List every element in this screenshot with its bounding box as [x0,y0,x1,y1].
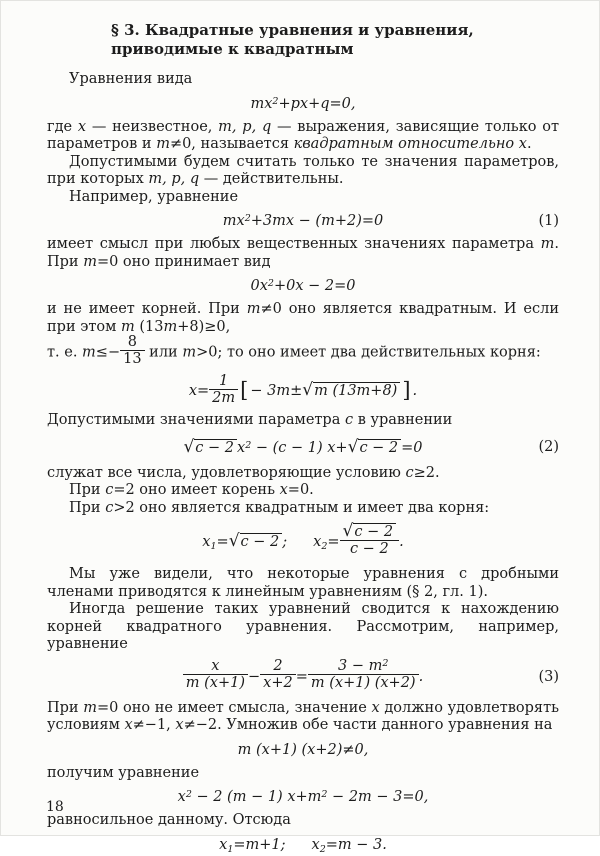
math-var: m [82,344,96,361]
math-var: m [156,136,170,152]
fraction-numerator: 8 [127,334,137,350]
math-var: c [105,482,114,498]
text-run: =0 оно не имеет смысла, значение [96,699,372,716]
paragraph-obtain [47,765,559,783]
paragraph-sometimes [47,601,559,654]
radical-sign: √ [228,531,240,551]
math-var: m [182,344,197,361]
paragraph-allowed-c [47,412,559,430]
math-var: x [311,836,320,853]
math-var: c [344,412,354,428]
text-run: Иногда решение таких уравнений сводится к нахождению корней квадратного уравнения. Рассмотрим, например, уравнение [47,601,559,652]
radicand: m (13m+8) [313,382,400,399]
text-run: — действительны. [199,171,344,187]
formula-zero-case [47,275,559,297]
math-term: . [412,383,418,399]
formula-general-roots [47,373,559,408]
fraction [308,658,419,691]
exponent: 2 [321,789,328,800]
math-var: c [105,499,114,516]
radical-sign: √ [183,436,195,457]
page-number: 18 [46,799,64,815]
fraction-denominator: m (x+1) (x+2) [308,674,419,691]
math-var: c [405,464,414,481]
math-term: − (c − 1) x+ [251,439,348,456]
equation-number: (2) [538,439,559,455]
display-equation-2 [47,434,559,461]
paragraph-allowed [47,154,559,189]
math-term: − 2m − 3=0, [327,789,429,805]
formula-quadratic [47,786,559,808]
text-run: получим уравнение [47,764,200,781]
paragraph-at-c-gt2 [47,500,559,518]
text-run: ≠−2. Умножив обе части данного уравнения на [183,717,553,733]
paragraph-example [47,189,559,207]
paragraph-intro [47,71,559,89]
fraction-denominator: 13 [120,350,144,367]
math-var: x [175,717,184,733]
emphasized-term: квадратным относительно x [293,136,527,152]
math-var: m [83,253,97,270]
fraction-denominator: c − 2 [340,540,400,557]
exponent: 2 [245,439,252,451]
equation-number: (3) [538,668,559,685]
fraction [209,373,238,406]
text-run: ≠0, называется [169,136,294,152]
math-var: x [371,699,380,716]
text-run: Например, уравнение [69,188,239,205]
radical-sign: √ [347,436,359,457]
math-var: m [540,236,555,252]
math-var: m [246,301,261,317]
text-run: >0; то оно имеет два действительных корня: [196,344,541,361]
text-run: в уравнении [353,412,453,428]
text-run: или [144,344,183,361]
fraction-numerator [308,658,419,674]
radicand: c − 2 [358,439,401,456]
radical-sign: √ [342,521,354,541]
math-var: m, p, q [148,171,200,187]
text-run: Мы уже видели, что некоторые уравнения с дробными членами приводятся к линейным уравнениям (§ 2, гл. 1). [47,566,559,600]
math-term: mx [250,95,273,112]
text-run: и не имеет корней. При [47,301,247,317]
paragraph-seen [47,566,559,601]
math-var: m, p, q [218,118,272,135]
exponent: 2 [267,278,274,289]
square-root [302,380,400,400]
math-var: m [163,318,178,335]
radicand: c − 2 [353,523,396,540]
right-bracket: ] [402,378,411,402]
text-run: ≤− [95,344,121,361]
text-run: Допустимыми будем считать только те значения параметров, при которых [47,153,559,187]
fraction [260,658,296,691]
fraction-numerator [340,523,400,540]
text-run: — выражения, зависящие только от параметров и [47,118,560,152]
fraction-numerator: x [211,658,220,674]
section-heading-line1: § 3. Квадратные уравнения и уравнения, [111,21,474,39]
paragraph-noroots [47,301,559,336]
text-run: ≥2. [413,464,440,481]
math-term: x [177,789,186,805]
text-run: Уравнения вида [69,71,193,87]
formula-final-roots [47,834,559,856]
text-run: — неизвестное, [86,118,219,135]
radicand: c − 2 [240,533,283,550]
text-run: >2 оно является квадратным и имеет два корня: [113,499,490,516]
text-run: Допустимыми значениями параметра [47,412,345,428]
math-var: x [124,717,133,733]
math-term: 0x [250,278,268,294]
display-equation-3 [47,658,559,696]
section-heading [111,21,559,59]
left-bracket: [ [240,378,249,402]
fraction [120,334,144,367]
math-var: m [83,699,97,716]
math-term: =0 [401,439,423,456]
math-term: =m − 3. [325,836,387,853]
formula-eq2-roots [47,521,559,562]
math-var: x [313,534,322,550]
paragraph-where [47,119,559,154]
fraction-denominator: m (x+1) [183,674,248,691]
paragraph-inline-fraction [47,336,559,369]
text-run: =2 оно имеет корень [113,482,280,498]
math-term: . [399,534,404,550]
math-term: − 3m± [250,383,303,399]
subscript: 1 [227,843,234,855]
square-root [183,436,237,457]
math-term: = [216,534,229,550]
math-term: +px+q=0, [278,95,356,112]
text-run: =0 оно принимает вид [96,253,271,270]
square-root [342,521,397,541]
text-run: ≠0 оно является квадратным. И если при этом [47,301,559,335]
display-equation-1 [47,210,559,232]
subscript: 1 [210,541,217,552]
paragraph-at-c2 [47,482,559,500]
math-var: x [279,482,288,498]
text-run: равносильное данному. Отсюда [47,812,291,828]
math-var: x [237,439,246,456]
math-term: ; [282,534,288,550]
section-heading-line2: приводимые к квадратным [111,40,354,58]
math-var: m [120,318,135,335]
radicand: c − 2 [194,439,237,456]
paragraph-equivalent [47,812,559,830]
text-run: должно удовлетворять условиям [47,699,559,733]
math-term: . [418,668,424,685]
math-term: +0x − 2=0 [273,278,356,294]
text-run: =0. [287,482,314,498]
text-run: т. е. [47,344,83,361]
fraction-denominator: 2m [209,389,238,406]
exponent: 2 [382,658,389,669]
fraction [183,658,248,691]
text-run: При [69,499,106,516]
math-operator: = [295,668,308,685]
text-run: При [47,699,84,716]
math-term: mx [222,213,245,229]
text-run: имеет смысл при любых вещественных значениях параметра [47,236,541,252]
formula-product [47,739,559,761]
subscript: 2 [319,843,326,855]
fraction [340,523,400,557]
math-var: x [219,836,228,853]
math-term: x= [188,383,210,399]
exponent: 2 [272,95,279,107]
text-run: служат все числа, удовлетворяющие условию [47,464,406,481]
math-term: +3mx − (m+2)=0 [250,213,384,229]
paragraph-at-m0 [47,700,559,735]
paragraph-serve [47,465,559,483]
text-run: . [526,136,532,152]
radical-sign: √ [302,380,314,400]
square-root [347,436,402,457]
math-var: x [202,534,211,550]
text-run: (13 [134,318,164,335]
fraction-numerator: 1 [219,372,229,389]
math-term: = [327,534,340,550]
math-var: x [77,118,87,135]
text-run: где [47,118,78,135]
square-root [228,531,283,551]
text-run: +8)≥0, [177,318,231,335]
math-operator: − [248,668,261,685]
fraction-denominator: x+2 [260,674,296,691]
equation-number: (1) [538,213,559,229]
math-term: − 2 (m − 1) x+m [191,789,322,805]
math-term: =m+1; [233,836,286,853]
fraction-numerator: 2 [273,658,283,674]
subscript: 2 [321,541,328,552]
math-term: m (x+1) (x+2)≠0, [237,741,369,758]
paragraph-sense [47,236,559,271]
formula-general [47,93,559,115]
exponent: 2 [185,789,192,800]
text-run: ≠−1, [132,717,176,733]
text-run: При [69,482,106,498]
exponent: 2 [244,213,251,224]
text-run: . При [47,236,559,270]
math-term: 3 − m [338,658,383,674]
